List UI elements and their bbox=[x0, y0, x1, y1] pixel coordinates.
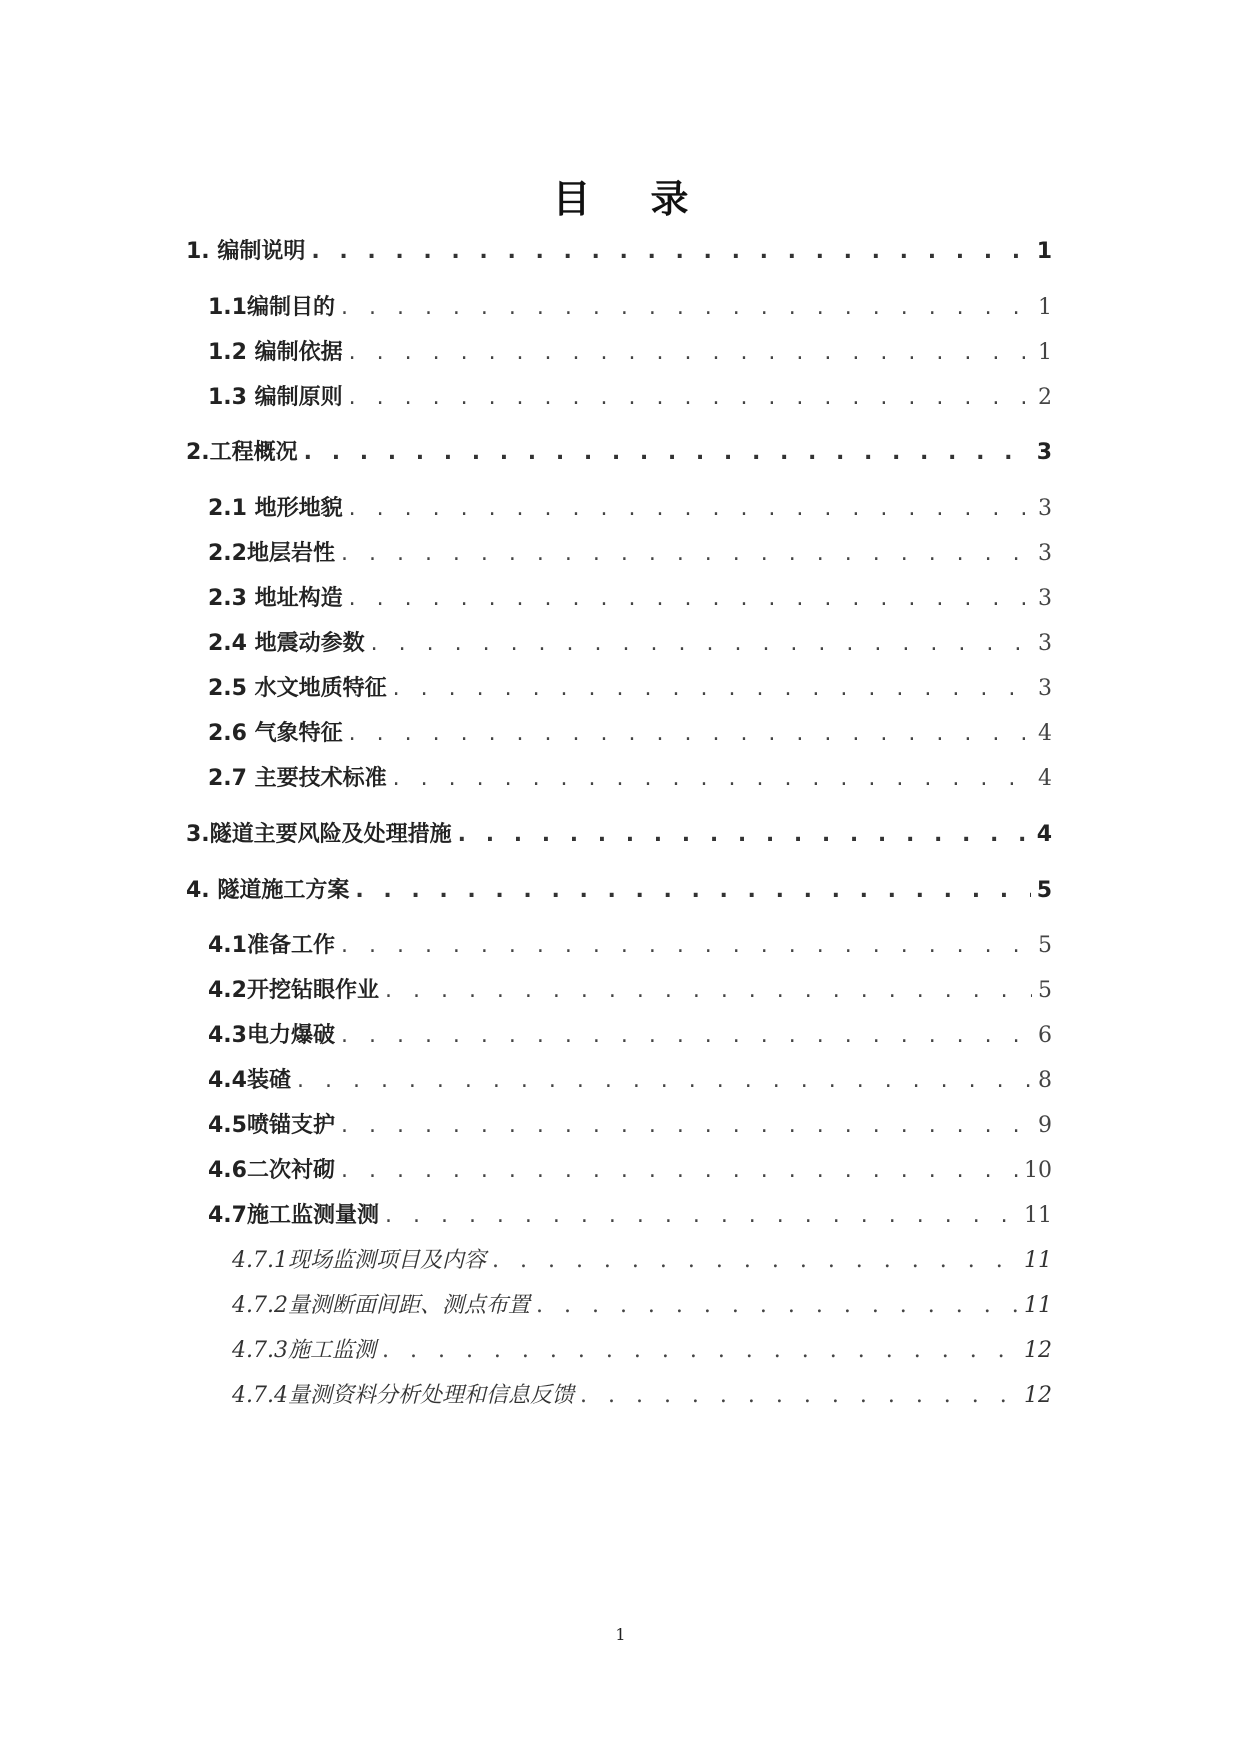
toc-entry-label: 4.7.3施工监测 bbox=[232, 1338, 376, 1363]
toc-dot-leader bbox=[341, 1113, 1032, 1138]
toc-entry-level-2[interactable] bbox=[208, 1198, 1052, 1229]
toc-entry-page-number: 12 bbox=[1024, 1338, 1052, 1363]
toc-entry-page-number: 3 bbox=[1036, 440, 1052, 465]
toc-entry-label: 2.3 地址构造 bbox=[208, 586, 343, 611]
toc-entry-page-number: 8 bbox=[1038, 1068, 1052, 1093]
toc-entry-level-2[interactable] bbox=[208, 1063, 1052, 1094]
toc-entry-page-number: 11 bbox=[1024, 1203, 1052, 1228]
toc-entry-label: 4.7.2量测断面间距、测点布置 bbox=[232, 1293, 530, 1318]
toc-dot-leader bbox=[355, 878, 1030, 903]
toc-entry-level-2[interactable] bbox=[208, 1153, 1052, 1184]
toc-entry-level-2[interactable] bbox=[208, 671, 1052, 702]
toc-entry-label: 1.3 编制原则 bbox=[208, 385, 343, 410]
toc-dot-leader bbox=[393, 676, 1032, 701]
toc-entry-label: 4.6二次衬砌 bbox=[208, 1158, 335, 1183]
toc-entry-level-2[interactable] bbox=[208, 536, 1052, 567]
toc-dot-leader bbox=[385, 978, 1032, 1003]
toc-entry-page-number: 3 bbox=[1038, 541, 1052, 566]
toc-entry-page-number: 3 bbox=[1038, 586, 1052, 611]
toc-entry-level-2[interactable] bbox=[208, 1108, 1052, 1139]
toc-entry-label: 4.1准备工作 bbox=[208, 933, 335, 958]
toc-entry-label: 4.7.1现场监测项目及内容 bbox=[232, 1248, 486, 1273]
toc-dot-leader bbox=[536, 1293, 1018, 1318]
page-title bbox=[0, 168, 1241, 223]
toc-entry-page-number: 3 bbox=[1038, 676, 1052, 701]
toc-entry-level-2[interactable] bbox=[208, 491, 1052, 522]
toc-entry-level-1[interactable] bbox=[186, 234, 1052, 265]
toc-entry-label: 2.2地层岩性 bbox=[208, 541, 335, 566]
toc-dot-leader bbox=[349, 586, 1032, 611]
toc-entry-page-number: 4 bbox=[1038, 721, 1052, 746]
toc-dot-leader bbox=[580, 1383, 1018, 1408]
title-char-1: 目 bbox=[552, 177, 591, 221]
toc-entry-page-number: 10 bbox=[1024, 1158, 1052, 1183]
toc-dot-leader bbox=[304, 440, 1031, 465]
toc-entry-page-number: 5 bbox=[1036, 878, 1052, 903]
toc-dot-leader bbox=[349, 721, 1032, 746]
toc-entry-label: 2.1 地形地貌 bbox=[208, 496, 343, 521]
toc-entry-level-2[interactable] bbox=[208, 380, 1052, 411]
toc-dot-leader bbox=[341, 1158, 1018, 1183]
toc-dot-leader bbox=[341, 295, 1032, 320]
toc-entry-level-1[interactable] bbox=[186, 817, 1052, 848]
toc-entry-page-number: 4 bbox=[1036, 822, 1052, 847]
toc-entry-page-number: 2 bbox=[1038, 385, 1052, 410]
toc-entry-level-3[interactable] bbox=[232, 1333, 1052, 1364]
toc-dot-leader bbox=[492, 1248, 1018, 1273]
toc-dot-leader bbox=[341, 1023, 1032, 1048]
toc-entry-level-1[interactable] bbox=[186, 435, 1052, 466]
toc-entry-page-number: 5 bbox=[1038, 933, 1052, 958]
toc-entry-label: 2.7 主要技术标准 bbox=[208, 766, 387, 791]
toc-entry-level-1[interactable] bbox=[186, 873, 1052, 904]
toc-entry-label: 4.7施工监测量测 bbox=[208, 1203, 379, 1228]
toc-entry-page-number: 4 bbox=[1038, 766, 1052, 791]
toc-dot-leader bbox=[458, 822, 1031, 847]
toc-dot-leader bbox=[349, 340, 1032, 365]
toc-entry-level-2[interactable] bbox=[208, 761, 1052, 792]
toc-entry-page-number: 6 bbox=[1038, 1023, 1052, 1048]
toc-entry-level-3[interactable] bbox=[232, 1243, 1052, 1274]
toc-entry-page-number: 12 bbox=[1024, 1383, 1052, 1408]
toc-dot-leader bbox=[371, 631, 1032, 656]
toc-dot-leader bbox=[385, 1203, 1018, 1228]
toc-entry-page-number: 1 bbox=[1038, 340, 1052, 365]
toc-entry-level-2[interactable] bbox=[208, 626, 1052, 657]
toc-entry-page-number: 5 bbox=[1038, 978, 1052, 1003]
toc-entry-label: 4.3电力爆破 bbox=[208, 1023, 335, 1048]
toc-entry-label: 4.2开挖钻眼作业 bbox=[208, 978, 379, 1003]
toc-dot-leader bbox=[297, 1068, 1032, 1093]
toc-entry-level-3[interactable] bbox=[232, 1288, 1052, 1319]
toc-entry-label: 2.4 地震动参数 bbox=[208, 631, 365, 656]
toc-entry-level-2[interactable] bbox=[208, 928, 1052, 959]
toc-entry-page-number: 1 bbox=[1036, 239, 1052, 264]
toc-dot-leader bbox=[393, 766, 1032, 791]
toc-entry-level-2[interactable] bbox=[208, 581, 1052, 612]
toc-dot-leader bbox=[341, 933, 1032, 958]
toc-entry-page-number: 9 bbox=[1038, 1113, 1052, 1138]
toc-dot-leader bbox=[349, 385, 1032, 410]
toc-entry-label: 1. 编制说明 bbox=[186, 239, 306, 264]
toc-entry-label: 1.2 编制依据 bbox=[208, 340, 343, 365]
toc-entry-label: 2.6 气象特征 bbox=[208, 721, 343, 746]
toc-entry-label: 4.4装碴 bbox=[208, 1068, 291, 1093]
toc-entry-label: 4.7.4量测资料分析处理和信息反馈 bbox=[232, 1383, 574, 1408]
toc-entry-page-number: 3 bbox=[1038, 496, 1052, 521]
toc-entry-label: 3.隧道主要风险及处理措施 bbox=[186, 822, 452, 847]
toc-entry-label: 2.工程概况 bbox=[186, 440, 298, 465]
toc-entry-label: 1.1编制目的 bbox=[208, 295, 335, 320]
toc-entry-page-number: 11 bbox=[1024, 1248, 1052, 1273]
toc-entry-page-number: 11 bbox=[1024, 1293, 1052, 1318]
toc-dot-leader bbox=[311, 239, 1030, 264]
toc-entry-level-3[interactable] bbox=[232, 1378, 1052, 1409]
toc-entry-level-2[interactable] bbox=[208, 1018, 1052, 1049]
toc-entry-level-2[interactable] bbox=[208, 973, 1052, 1004]
toc-dot-leader bbox=[382, 1338, 1018, 1363]
toc-entry-label: 4. 隧道施工方案 bbox=[186, 878, 350, 903]
footer-page-number: 1 bbox=[615, 1625, 626, 1644]
toc-dot-leader bbox=[349, 496, 1032, 521]
toc-entry-label: 2.5 水文地质特征 bbox=[208, 676, 387, 701]
title-char-2: 录 bbox=[650, 177, 689, 221]
toc-entry-level-2[interactable] bbox=[208, 335, 1052, 366]
toc-entry-level-2[interactable] bbox=[208, 290, 1052, 321]
toc-entry-page-number: 1 bbox=[1038, 295, 1052, 320]
toc-entry-label: 4.5喷锚支护 bbox=[208, 1113, 335, 1138]
toc-entry-page-number: 3 bbox=[1038, 631, 1052, 656]
toc-entry-level-2[interactable] bbox=[208, 716, 1052, 747]
toc-dot-leader bbox=[341, 541, 1032, 566]
